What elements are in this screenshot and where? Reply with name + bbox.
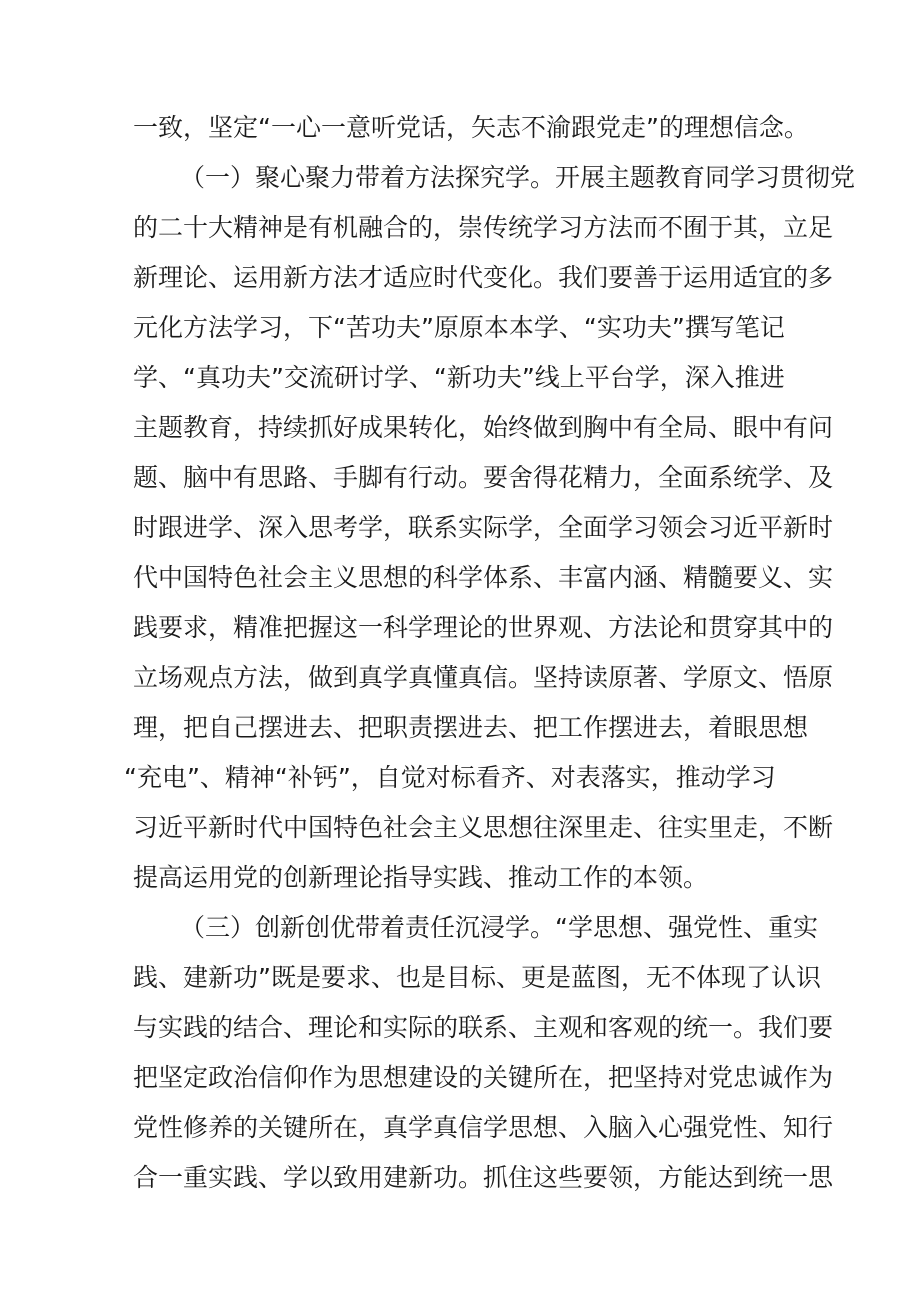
text-line: 主题教育，持续抓好成果转化，始终做到胸中有全局、眼中有问 [133,413,834,442]
text-line: 践要求，精准把握这一科学理论的世界观、方法论和贯穿其中的 [133,613,834,642]
text-line: 把坚定政治信仰作为思想建设的关键所在，把坚持对党忠诚作为 [133,1063,834,1092]
text-line: 元化方法学习，下“苦功夫”原原本本学、“实功夫”撰写笔记 [133,313,785,342]
text-line: 立场观点方法，做到真学真懂真信。坚持读原著、学原文、悟原 [133,663,834,692]
text-line: 理，把自己摆进去、把职责摆进去、把工作摆进去，着眼思想 [133,713,809,742]
text-line: 的二十大精神是有机融合的，崇传统学习方法而不囿于其，立足 [133,213,834,242]
text-line: 党性修养的关键所在，真学真信学思想、入脑入心强党性、知行 [133,1113,834,1142]
text-line: 习近平新时代中国特色社会主义思想往深里走、往实里走，不断 [133,813,834,842]
section-3-heading-line: （三）创新创优带着责任沉浸学。“学思想、强党性、重实 [180,913,818,942]
text-line: 题、脑中有思路、手脚有行动。要舍得花精力，全面系统学、及 [133,463,834,492]
section-1-heading-line: （一）聚心聚力带着方法探究学。开展主题教育同学习贯彻党 [180,163,856,192]
text-line: 学、“真功夫”交流研讨学、“新功夫”线上平台学，深入推进 [133,363,785,392]
text-line: 代中国特色社会主义思想的科学体系、丰富内涵、精髓要义、实 [133,563,834,592]
text-line: 新理论、运用新方法才适应时代变化。我们要善于运用适宜的多 [133,263,834,292]
text-line: “充电”、精神“补钙”，自觉对标看齐、对表落实，推动学习 [124,763,776,792]
text-line: 时跟进学、深入思考学，联系实际学，全面学习领会习近平新时 [133,513,834,542]
text-line: 与实践的结合、理论和实际的联系、主观和客观的统一。我们要 [133,1013,834,1042]
text-line: 一致，坚定“一心一意听党话，矢志不渝跟党走”的理想信念。 [133,113,809,142]
text-line: 提高运用党的创新理论指导实践、推动工作的本领。 [133,863,709,892]
text-line: 合一重实践、学以致用建新功。抓住这些要领，方能达到统一思 [133,1163,834,1192]
text-line: 践、建新功”既是要求、也是目标、更是蓝图，无不体现了认识 [133,963,821,992]
